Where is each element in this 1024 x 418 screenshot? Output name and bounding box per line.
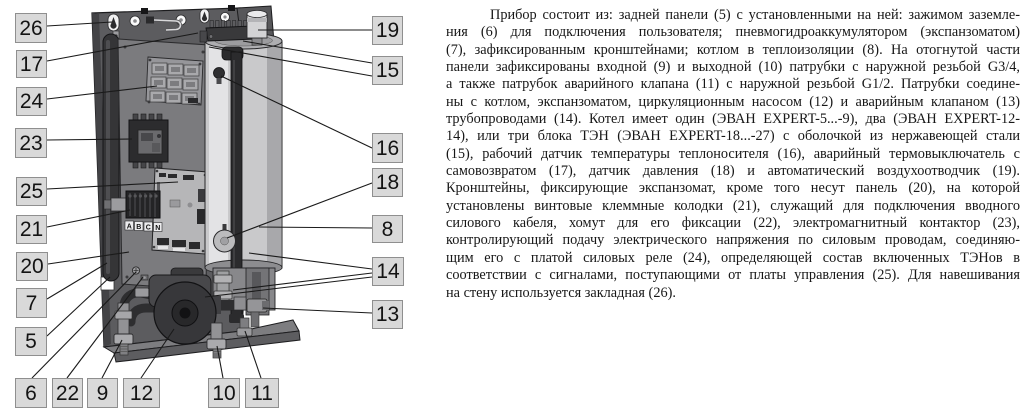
description-line: контролирующий подачу электрического напряжения по силовым проводам, соединяю- [446, 232, 1020, 249]
leader-lines-layer [0, 0, 435, 418]
leader-line-9 [102, 340, 122, 378]
leader-line-20 [48, 252, 129, 264]
leader-line-14 [205, 277, 372, 297]
description-line: а также патрубок аварийного клапана (11) с наружной резьбой G1/2. Патрубки соедине- [446, 76, 1020, 93]
description-line: панели зафиксированы входной (9) и выходной (10) патрубки с наружной резьбой G3/4, [446, 59, 1020, 76]
leader-line-21 [47, 210, 130, 227]
leader-line-10 [217, 346, 223, 378]
callout-19: 19 [372, 16, 403, 45]
description-line: 14), или три блока ТЭН (ЭВАН EXPERT-18...-27) с оболочкой из нержавеющей стали [446, 128, 1020, 145]
leader-line-23 [47, 139, 132, 140]
callout-5: 5 [15, 327, 47, 356]
leader-line-22 [67, 277, 143, 378]
callout-17: 17 [16, 50, 47, 78]
callout-11: 11 [245, 378, 279, 408]
leader-line-26 [47, 22, 112, 26]
terminal-label-a: A [126, 223, 132, 231]
description-line: на стену используется закладная (26). [446, 284, 676, 301]
description-line: (7), зафиксированным кронштейнами; котлом в теплоизоляции (8). На отогнутой части [446, 41, 1020, 58]
description-line: Прибор состоит из: задней панели (5) с установленными на ней: зажимом заземле- [490, 7, 1020, 23]
callout-15: 15 [372, 56, 403, 85]
leader-line-5 [47, 277, 110, 336]
callout-24: 24 [16, 87, 47, 116]
callout-13: 13 [372, 300, 403, 329]
callout-18: 18 [372, 168, 403, 197]
description-line: Кронштейны, фиксирующие экспанзомат, кроме того несут панель (20), на которой [446, 180, 1020, 197]
callout-22: 22 [52, 378, 83, 408]
leader-line-17 [47, 33, 198, 61]
leader-line-7 [47, 263, 107, 299]
leader-line-15 [209, 47, 372, 76]
leader-line-14 [233, 273, 372, 290]
leader-line-24 [47, 86, 157, 99]
leader-line-8 [259, 227, 372, 228]
description-line: силового кабеля, хомут для его фиксации (22), электромагнитный контактор (23), [446, 215, 1020, 232]
callout-10: 10 [208, 378, 240, 408]
callout-16: 16 [372, 133, 403, 163]
leader-line-25 [47, 182, 178, 189]
description-line: установлены винтовые клеммные колодки (21), служащий для подключения вводного [446, 197, 1020, 214]
leader-line-15 [243, 41, 372, 63]
leader-line-16 [221, 76, 372, 148]
leader-line-6 [32, 272, 136, 378]
leader-line-12 [141, 329, 174, 378]
leader-line-13 [263, 308, 372, 313]
callout-7: 7 [16, 288, 47, 318]
terminal-label-c: C [145, 224, 151, 232]
description-line: ния (6) для подключения пользователя; пневмогидроаккумулятором (экспанзоматом) [446, 24, 1020, 41]
boiler-figure [0, 0, 435, 418]
callout-12: 12 [123, 378, 160, 408]
callout-8: 8 [372, 215, 403, 243]
leader-line-14 [249, 253, 372, 269]
callout-20: 20 [16, 252, 48, 281]
callout-9: 9 [87, 378, 118, 408]
callout-26: 26 [15, 13, 47, 43]
leader-line-18 [227, 183, 372, 238]
leader-line-11 [245, 331, 261, 378]
callout-23: 23 [15, 128, 47, 158]
description-line: щим его с платой силовых реле (24), определяющей состав включенных ТЭНов в [446, 249, 1020, 266]
terminal-label-b: B [136, 223, 142, 231]
description-line: (15), рабочий датчик температуры теплоносителя (16), аварийный термовыключатель с [446, 145, 1020, 162]
description-text [446, 7, 1020, 302]
description-line: самовозвратом (17), датчик давления (18) и автоматический воздухоотводчик (19). [446, 163, 1020, 180]
callout-14: 14 [372, 257, 404, 286]
description-line: трубопроводами (14). Котел имеет один (ЭВАН EXPERT-5...-9), два (ЭВАН EXPERT-12- [446, 111, 1020, 128]
callout-6: 6 [15, 378, 47, 408]
description-line: соответствии с сигналами, поступающими от платы управления (25). Для навешивания [446, 267, 1020, 284]
callout-25: 25 [16, 177, 47, 206]
callout-21: 21 [16, 215, 47, 244]
terminal-label-n: N [155, 224, 161, 232]
description-line: ны с котлом, экспанзоматом, циркуляционным насосом (12) и аварийным клапаном (13) [446, 93, 1020, 110]
